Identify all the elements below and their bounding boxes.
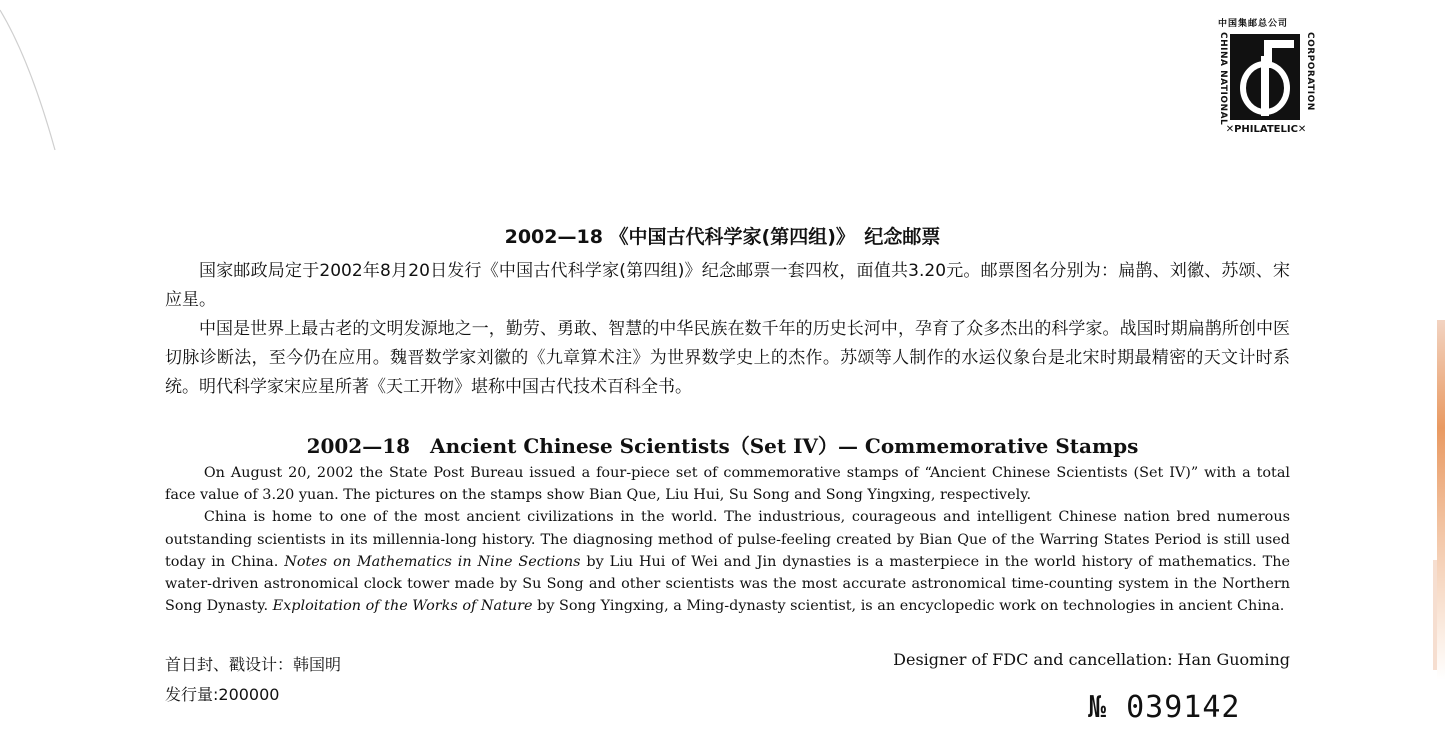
- stamp-edge-strip: [1437, 320, 1445, 680]
- en-paragraph-2: [165, 506, 1290, 617]
- logo-left-text: CHINA NATIONAL: [1218, 32, 1228, 126]
- cn-title: 2002—18 《中国古代科学家(第四组)》 纪念邮票: [504, 226, 941, 248]
- logo-bottom-label: PHILATELIC: [1234, 124, 1298, 135]
- en-title: 2002—18 Ancient Chinese Scientists（Set IV）— Commemorative Stamps: [306, 434, 1139, 458]
- en-p2-book-title-1: Notes on Mathematics in Nine Sections: [284, 553, 581, 570]
- en-p2-part-b: by Liu Hui of Wei and Jin dynasties is a masterpiece in the world history of mathematics. The water-driven astronomical clock tower made by Su Song and other scientists was the most accurate astronomical time-counting system in the Northern Song Dynasty.: [165, 553, 1290, 615]
- designer-en: Designer of FDC and cancellation: Han Guoming: [893, 650, 1290, 669]
- envelope-fold-curve: [0, 0, 120, 160]
- designer-cn: 首日封、戳设计：韩国明: [165, 655, 342, 674]
- cn-body: [165, 257, 1290, 402]
- cn-paragraph-1: 国家邮政局定于2002年8月20日发行《中国古代科学家(第四组)》纪念邮票一套四枚，面值共3.20元。邮票图名分别为：扁鹊、刘徽、苏颂、宋应星。: [165, 261, 1290, 310]
- en-p2-part-a: China is home to one of the most ancient civilizations in the world. The industrious, courageous and intelligent Chinese nation bred numerous outstanding scientists in its millennia-long history. The diagnosing method of pulse-feeling created by Bian Que of the Warring States Period is still used today in China.: [165, 509, 1290, 570]
- en-body: [165, 462, 1290, 617]
- phi-emblem-icon: [1230, 34, 1300, 120]
- en-p2-part-c: by Song Yingxing, a Ming-dynasty scientist, is an encyclopedic work on technologies in ancient China.: [532, 598, 1285, 615]
- en-paragraph-1: On August 20, 2002 the State Post Bureau issued a four-piece set of commemorative stamps of “Ancient Chinese Scientists (Set IV)” with a total face value of 3.20 yuan. The pictures on the stamps show Bian Que, Liu Hui, Su Song and Song Yingxing, respectively.: [165, 465, 1290, 504]
- serial-number: № 039142: [1088, 690, 1241, 725]
- logo-emblem: [1230, 34, 1300, 120]
- logo-bottom-text: ✕PHILATELIC✕: [1225, 124, 1307, 135]
- stamp-edge-strip-inner: [1433, 560, 1437, 670]
- cn-paragraph-2: 中国是世界上最古老的文明发源地之一，勤劳、勇敢、智慧的中华民族在数千年的历史长河中，孕育了众多杰出的科学家。战国时期扁鹊所创中医切脉诊断法，至今仍在应用。魏晋数学家刘徽的《九章算术注》为世界数学史上的杰作。苏颂等人制作的水运仪象台是北宋时期最精密的天文计时系统。明代科学家宋应星所著《天工开物》堪称中国古代技术百科全书。: [165, 319, 1290, 397]
- philatelic-corporation-logo: [1208, 14, 1318, 140]
- logo-cn-name: 中国集邮总公司: [1218, 19, 1289, 29]
- logo-right-text: CORPORATION: [1305, 32, 1315, 111]
- en-p2-book-title-2: Exploitation of the Works of Nature: [272, 598, 533, 615]
- issue-quantity: 发行量:200000: [165, 685, 280, 704]
